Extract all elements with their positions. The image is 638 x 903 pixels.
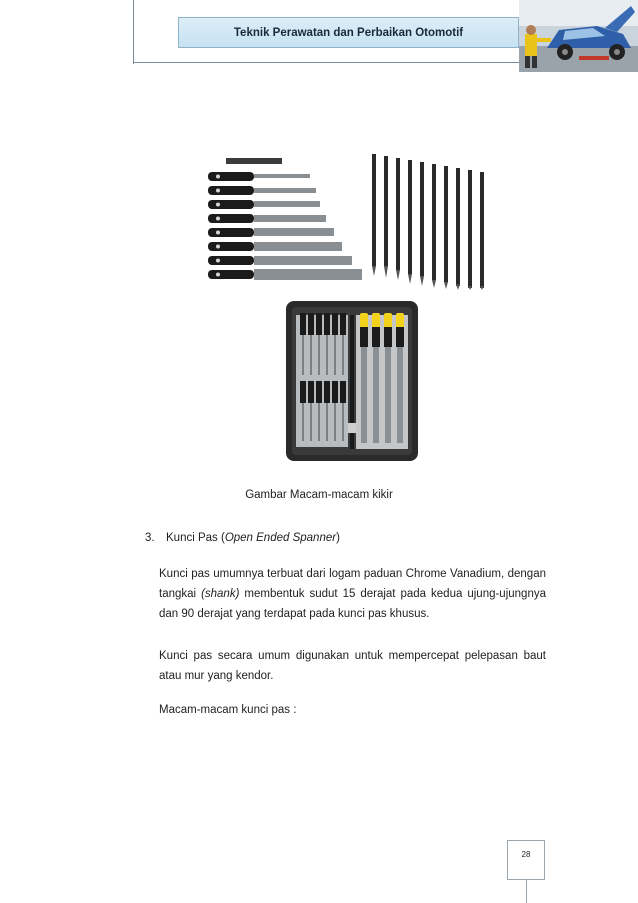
figure-caption: Gambar Macam-macam kikir bbox=[245, 489, 393, 501]
file-case-image bbox=[284, 297, 420, 465]
files-set-image bbox=[200, 148, 498, 290]
page-number-rule bbox=[526, 880, 527, 903]
paragraph-material-text-b: membentuk sudut 15 derajat pada kedua ujung-ujungnya dan 90 derajat yang terdapat pada kunci pas khusus. bbox=[159, 588, 546, 620]
header-title-bar bbox=[178, 17, 519, 48]
paragraph-types-intro: Macam-macam kunci pas : bbox=[159, 704, 297, 716]
paragraph-usage: Kunci pas secara umum digunakan untuk mempercepat pelepasan baut atau mur yang kendor. bbox=[159, 650, 546, 682]
header-workshop-photo bbox=[519, 0, 638, 72]
paragraph-material bbox=[159, 564, 546, 624]
header-rule-vertical bbox=[133, 0, 134, 64]
section-number: 3. bbox=[145, 532, 155, 544]
header-title: Teknik Perawatan dan Perbaikan Otomotif bbox=[233, 26, 464, 39]
page-number: 28 bbox=[521, 850, 531, 859]
header-rule-horizontal bbox=[133, 62, 519, 63]
section-title-italic: Open Ended Spanner bbox=[224, 532, 337, 544]
paragraph-material-text-a: Kunci pas umumnya terbuat dari logam paduan Chrome Vanadium, dengan tangkai bbox=[159, 568, 546, 600]
section-heading bbox=[145, 532, 340, 544]
page-number-box bbox=[507, 840, 545, 880]
paragraph-material-italic: (shank) bbox=[201, 588, 240, 600]
section-title-close: ) bbox=[336, 532, 340, 544]
section-title-text: Kunci Pas ( bbox=[166, 532, 225, 544]
